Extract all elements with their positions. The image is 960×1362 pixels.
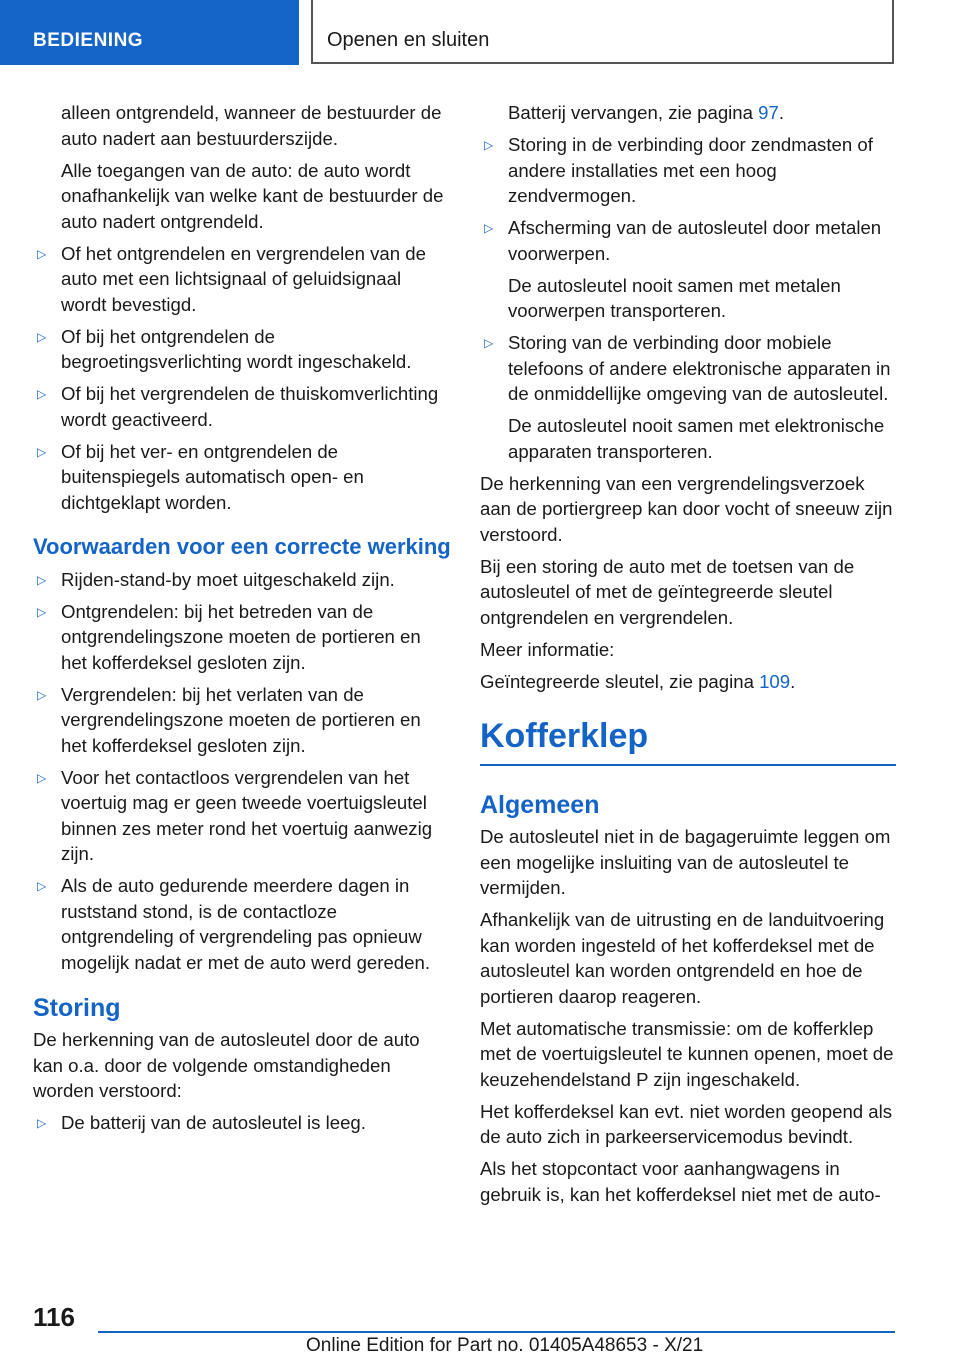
heading-kofferklep-wrap xyxy=(480,716,896,766)
triangle-right-outline-icon: ▷ xyxy=(484,221,494,235)
right-column xyxy=(480,100,896,1214)
triangle-right-outline-icon: ▷ xyxy=(37,246,47,261)
triangle-right-outline-icon: ▷ xyxy=(484,336,494,350)
triangle-right-outline-icon: ▷ xyxy=(37,444,47,459)
list-item: ▷ Als de auto gedurende meerdere dagen in ruststand stond, is de contactloze ontgrendeling of vergrendeling pas opnieuw mogelijk nadat er met de auto werd gereden. xyxy=(37,875,430,973)
heading-voorwaarden: Voorwaarden voor een correcte werking xyxy=(33,534,451,559)
list-item: ▷ Afscherming van de autosleutel door metalen voorwerpen. xyxy=(484,217,882,264)
header-section-tab xyxy=(0,0,299,65)
list-item: ▷ Storing in de verbinding door zendmasten of andere installaties met een hoog zendvermogen. xyxy=(484,134,873,206)
page-number: 116 xyxy=(33,1302,75,1332)
paragraph: Met automatische transmissie: om de kofferklep met de voertuigsleutel te kunnen openen, moet de keuzehendelstand P zijn ingeschakeld. xyxy=(480,1017,894,1090)
list-item: ▷ De batterij van de autosleutel is leeg. xyxy=(33,1110,451,1136)
paragraph: Meer informatie: xyxy=(480,638,615,660)
paragraph: Alle toegangen van de auto: de auto wordt onafhankelijk van welke kant de bestuurder de auto nadert ontgrendeld. xyxy=(61,159,444,232)
list-item: ▷ Rijden-stand-by moet uitgeschakeld zijn. xyxy=(33,567,451,593)
footer-divider xyxy=(98,1331,895,1333)
left-column xyxy=(33,100,451,1142)
page-link-109[interactable]: 109 xyxy=(759,670,791,692)
paragraph: De autosleutel nooit samen met metalen voorwerpen transporteren. xyxy=(508,274,841,321)
paragraph: Het kofferdeksel kan evt. niet worden geopend als de auto zich in parkeerservicemodus bevindt. xyxy=(480,1100,893,1147)
list-item: ▷ Vergrendelen: bij het verlaten van de vergrendelingszone moeten de portieren en het kofferdeksel gesloten zijn. xyxy=(37,683,421,756)
heading-storing: Storing xyxy=(33,994,121,1022)
triangle-right-outline-icon: ▷ xyxy=(37,770,47,785)
list-item: ▷ Of bij het vergrendelen de thuiskomverlichting wordt geactiveerd. xyxy=(37,383,439,430)
triangle-right-outline-icon: ▷ xyxy=(37,387,47,401)
list-item: ▷ Of bij het ontgrendelen de begroetingsverlichting wordt ingeschakeld. xyxy=(37,325,412,372)
paragraph: Afhankelijk van de uitrusting en de landuitvoering kan worden ingesteld of het kofferdeksel met de autosleutel kan worden ontgrendeld en hoe de portieren daarop reageren. xyxy=(480,909,885,1007)
paragraph: Batterij vervangen, zie pagina 97. xyxy=(508,102,785,123)
header-section-label: BEDIENING xyxy=(33,30,144,51)
paragraph: De herkenning van een vergrendelingsverzoek aan de portiergreep kan door vocht of sneeuw zijn verstoord. xyxy=(480,472,893,545)
triangle-right-outline-icon: ▷ xyxy=(484,138,494,152)
heading-algemeen: Algemeen xyxy=(480,791,600,819)
paragraph: Bij een storing de auto met de toetsen van de autosleutel of met de geïntegreerde sleutel ontgrendelen en vergrendelen. xyxy=(480,555,855,628)
triangle-right-outline-icon: ▷ xyxy=(37,572,47,587)
header-chapter-label: Openen en sluiten xyxy=(327,29,490,51)
list-item: ▷ Voor het contactloos vergrendelen van het voertuig mag er geen tweede voertuigsleutel binnen zes meter rond het voertuig aanwezig zijn. xyxy=(37,766,433,864)
paragraph: De autosleutel niet in de bagageruimte leggen om een mogelijke insluiting van de autosleutel te vermijden. xyxy=(480,826,891,898)
paragraph: Als het stopcontact voor aanhangwagens in gebruik is, kan het kofferdeksel niet met de auto- xyxy=(480,1158,881,1205)
paragraph: De herkenning van de autosleutel door de auto kan o.a. door de volgende omstandigheden worden verstoord: xyxy=(33,1029,420,1101)
paragraph: alleen ontgrendeld, wanneer de bestuurder de auto nadert aan bestuurderszijde. xyxy=(61,102,442,149)
list-item: ▷ Storing van de verbinding door mobiele telefoons of andere elektronische apparaten in de onmiddellijke omgeving van de autosleutel. xyxy=(484,332,891,404)
triangle-right-outline-icon: ▷ xyxy=(37,604,47,619)
triangle-right-outline-icon: ▷ xyxy=(37,879,47,893)
list-item: ▷ Of bij het ver- en ontgrendelen de buitenspiegels automatisch open- en dichtgeklapt worden. xyxy=(37,440,364,513)
triangle-right-outline-icon: ▷ xyxy=(37,329,47,344)
list-item: ▷ Ontgrendelen: bij het betreden van de ontgrendelingszone moeten de portieren en het kofferdeksel gesloten zijn. xyxy=(37,600,421,673)
paragraph: De autosleutel nooit samen met elektronische apparaten transporteren. xyxy=(508,415,885,462)
list-item: ▷ Of het ontgrendelen en vergrendelen van de auto met een lichtsignaal of geluidsignaal wordt bevestigd. xyxy=(37,242,426,315)
header-chapter-box xyxy=(311,0,894,64)
triangle-right-outline-icon: ▷ xyxy=(37,1116,47,1130)
page-link-97[interactable]: 97 xyxy=(758,102,779,123)
heading-kofferklep: Kofferklep xyxy=(480,717,649,755)
footer-edition: Online Edition for Part no. 01405A48653 - X/21 xyxy=(306,1335,704,1356)
triangle-right-outline-icon: ▷ xyxy=(37,687,47,702)
paragraph: Geïntegreerde sleutel, zie pagina 109. xyxy=(480,670,796,692)
